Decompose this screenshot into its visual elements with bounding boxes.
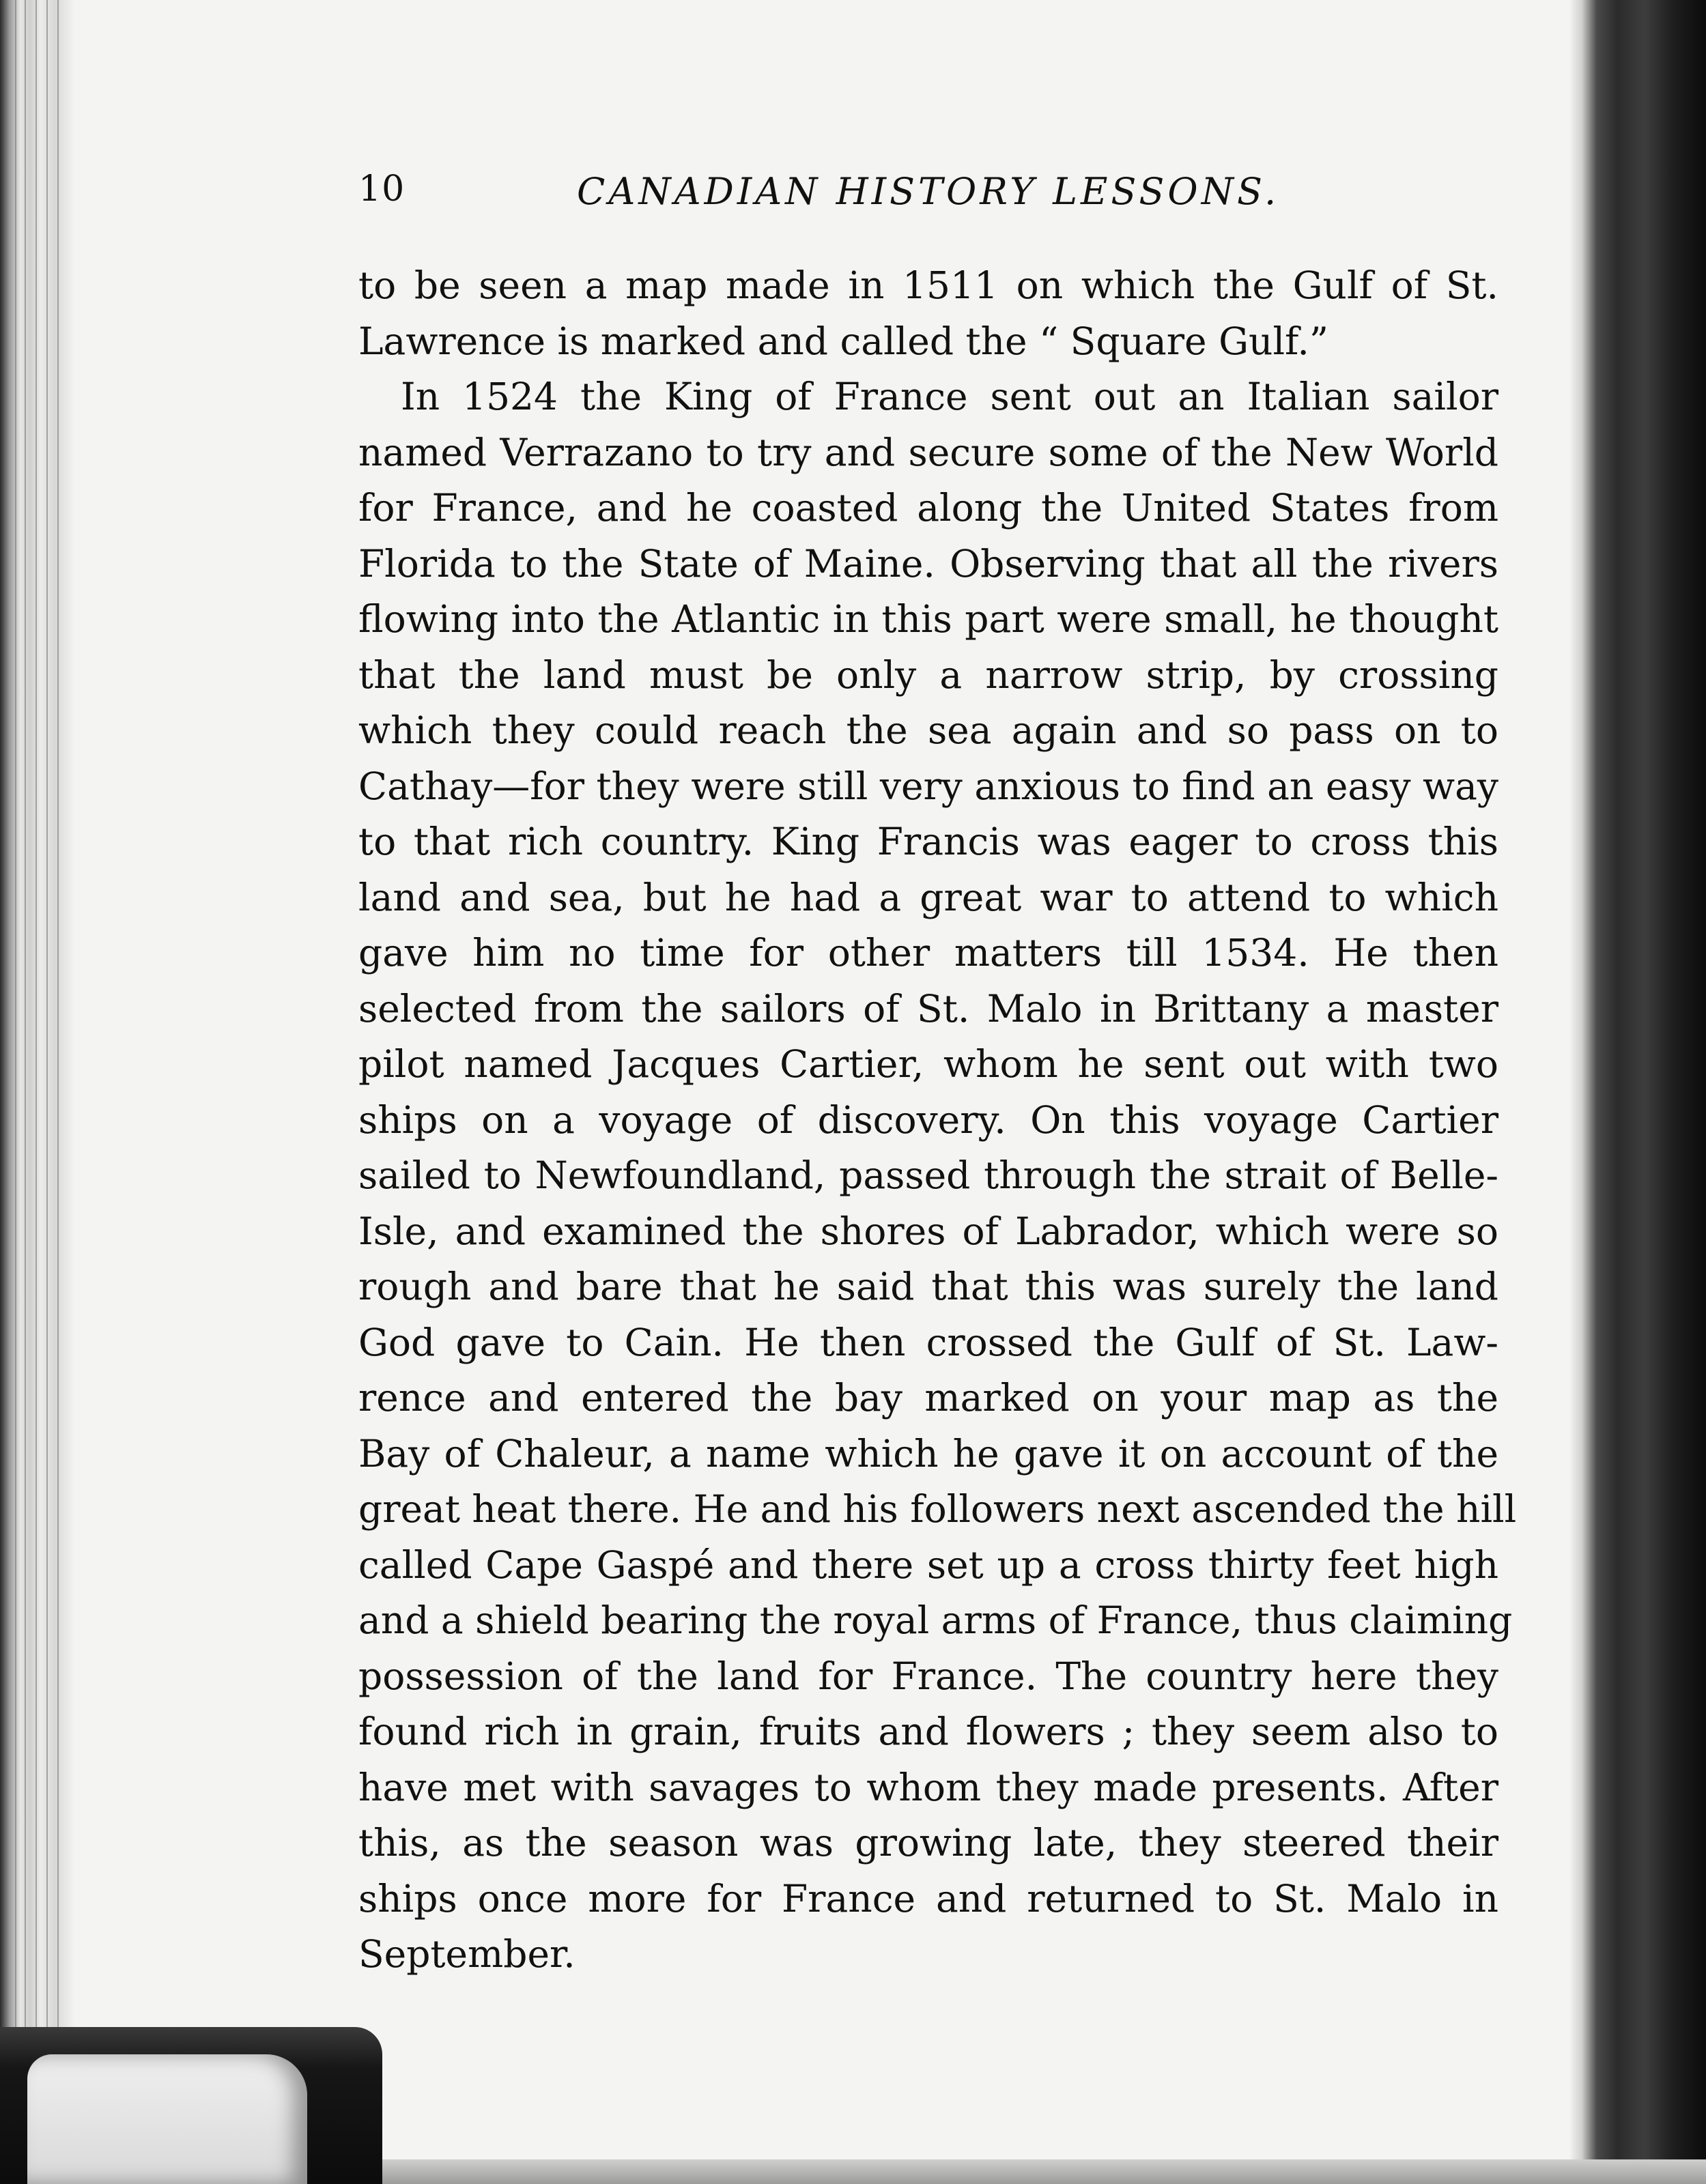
- page-edge-line: [35, 0, 37, 2184]
- text-line: great heat there. He and his followers next ascended the hill: [358, 1487, 1517, 1531]
- text-line: called Cape Gaspé and there set up a cross thirty feet high: [358, 1542, 1498, 1587]
- page-edge-line: [15, 0, 16, 2184]
- text-line: to that rich country. King Francis was eager to cross this: [358, 820, 1498, 863]
- clip-face: [27, 2054, 307, 2184]
- body-text: [358, 258, 1517, 1983]
- text-line: rough and bare that he said that this was surely the land: [358, 1265, 1498, 1308]
- text-line: gave him no time for other matters till 1534. He then: [358, 931, 1498, 975]
- text-line: sailed to Newfoundland, passed through the strait of Belle-: [358, 1153, 1498, 1197]
- text-line: possession of the land for France. The country here they: [358, 1654, 1498, 1698]
- book-binding-edge: [0, 0, 75, 2184]
- page-edge-line: [46, 0, 48, 2184]
- text-line: and a shield bearing the royal arms of France, thus claiming: [358, 1598, 1513, 1642]
- text-line: Florida to the State of Maine. Observing that all the rivers: [358, 541, 1498, 586]
- text-line: ships once more for France and returned to St. Malo in: [358, 1876, 1498, 1921]
- text-line: Lawrence is marked and called the “ Square Gulf.”: [358, 319, 1329, 363]
- page-number: 10: [358, 169, 406, 210]
- text-line: which they could reach the sea again and so pass on to: [358, 708, 1498, 752]
- text-line: found rich in grain, fruits and flowers ; they seem also to: [358, 1710, 1498, 1753]
- page-gutter-shadow: [1569, 0, 1706, 2184]
- text-line: selected from the sailors of St. Malo in Brittany a master: [358, 986, 1498, 1031]
- text-line: Bay of Chaleur, a name which he gave it on account of the: [358, 1431, 1498, 1476]
- text-line: Isle, and examined the shores of Labrador, which were so: [358, 1209, 1498, 1253]
- text-line: rence and entered the bay marked on your map as the: [358, 1376, 1498, 1420]
- page-header: [358, 160, 1492, 222]
- text-line: this, as the season was growing late, they steered their: [358, 1821, 1498, 1865]
- text-line: pilot named Jacques Cartier, whom he sent out with two: [358, 1042, 1498, 1086]
- running-head: CANADIAN HISTORY LESSONS.: [577, 170, 1280, 213]
- text-line: ships on a voyage of discovery. On this voyage Cartier: [358, 1097, 1498, 1142]
- text-line: September.: [358, 1932, 575, 1976]
- text-line: to be seen a map made in 1511 on which the Gulf of St.: [358, 263, 1498, 307]
- text-line: In 1524 the King of France sent out an Italian sailor: [401, 375, 1498, 418]
- text-line: land and sea, but he had a great war to attend to which: [358, 875, 1498, 919]
- binding-clip: [0, 2027, 382, 2184]
- text-line: Cathay—for they were still very anxious to find an easy way: [358, 764, 1498, 808]
- text-line: have met with savages to whom they made presents. After: [358, 1765, 1498, 1809]
- text-line: flowing into the Atlantic in this part were small, he thought: [358, 597, 1498, 641]
- page-edge-line: [57, 0, 59, 2184]
- text-line: that the land must be only a narrow strip, by crossing: [358, 652, 1498, 697]
- text-line: named Verrazano to try and secure some of the New World: [358, 430, 1498, 474]
- text-line: God gave to Cain. He then crossed the Gulf of St. Law-: [358, 1320, 1498, 1364]
- text-line: for France, and he coasted along the United States from: [358, 486, 1498, 530]
- page-edge-line: [25, 0, 26, 2184]
